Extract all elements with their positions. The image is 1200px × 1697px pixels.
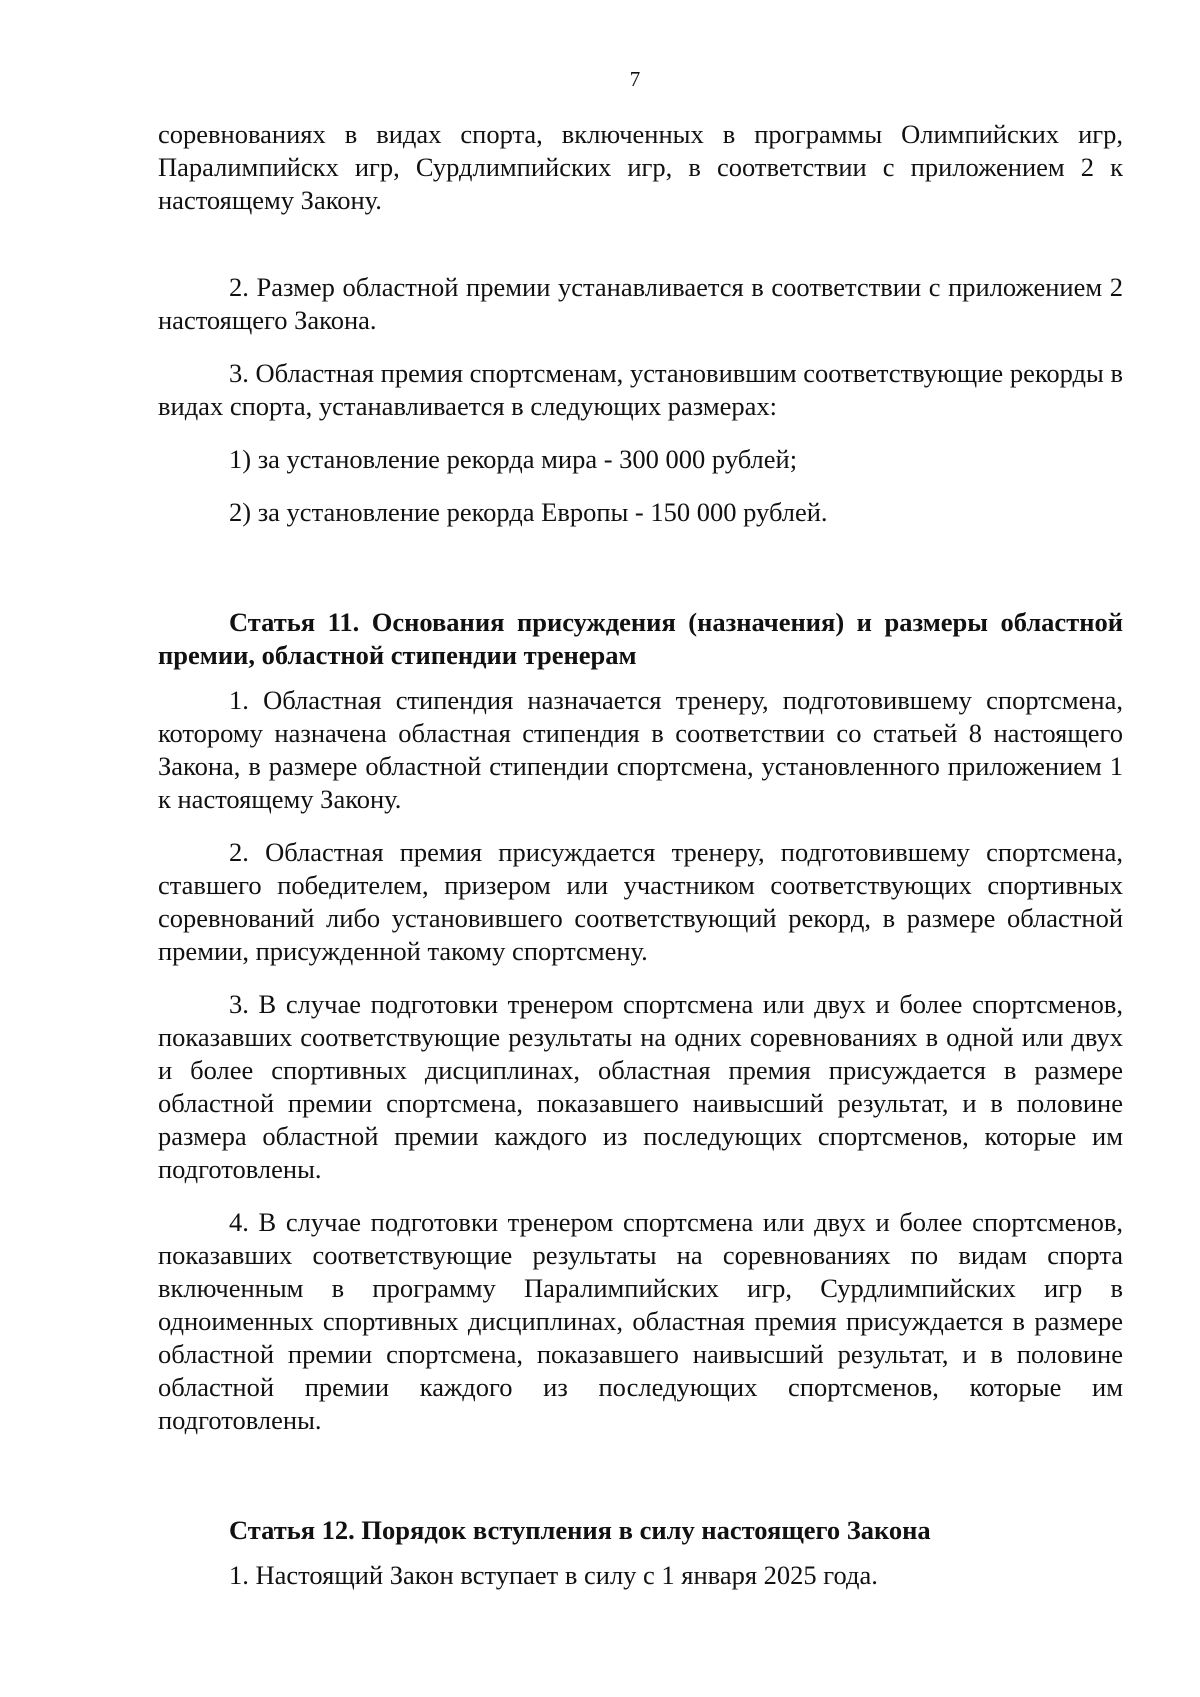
- document-body: [158, 118, 1123, 1592]
- article-11-item-2: 2. Областная премия присуждается тренеру, подготовившему спортсмена, ставшего победителем, призером или участником соответствующих спортивных соревнований либо установившего соответствующий рекорд, в размере областной премии, присужденной такому спортсмену.: [158, 837, 1123, 966]
- paragraph-item-2: 2. Размер областной премии устанавливается в соответствии с приложением 2 настоящего Закона.: [158, 272, 1123, 335]
- paragraph-continuation: соревнованиях в видах спорта, включенных в программы Олимпийских игр, Паралимпийскх игр, Сурдлимпийских игр, в соответствии с приложением 2 к настоящему Закону.: [158, 119, 1123, 215]
- article-11-item-1: 1. Областная стипендия назначается тренеру, подготовившему спортсмена, которому назначена областная стипендия в соответствии со статьей 8 настоящего Закона, в размере областной стипендии спортсмена, установленного приложением 1 к настоящему Закону.: [158, 685, 1123, 814]
- article-11-item-4: 4. В случае подготовки тренером спортсмена или двух и более спортсменов, показавших соответствующие результаты на соревнованиях по видам спорта включенным в программу Паралимпийских игр, Сурдлимпийских игр в одноименных спортивных дисциплинах, областная премия присуждается в размере областной премии спортсмена, показавшего наивысший результат, и в половине областной премии каждого из последующих спортсменов, которые им подготовлены.: [158, 1207, 1123, 1435]
- page-number: 7: [629, 67, 641, 91]
- article-12-item-1: 1. Настоящий Закон вступает в силу с 1 января 2025 года.: [229, 1560, 878, 1590]
- paragraph-item-3: 3. Областная премия спортсменам, установившим соответствующие рекорды в видах спорта, устанавливается в следующих размерах:: [158, 358, 1123, 421]
- article-11-heading: Статья 11. Основания присуждения (назначения) и размеры областной премии, областной стипендии тренерам: [158, 607, 1123, 670]
- article-12-heading: Статья 12. Порядок вступления в силу настоящего Закона: [229, 1515, 931, 1545]
- article-11-item-3: 3. В случае подготовки тренером спортсмена или двух и более спортсменов, показавших соответствующие результаты на одних соревнованиях в одной или двух и более спортивных дисциплинах, областная премия присуждается в размере областной премии спортсмена, показавшего наивысший результат, и в половине размера областной премии каждого из последующих спортсменов, которые им подготовлены.: [158, 989, 1123, 1184]
- list-item-europe-record: 2) за установление рекорда Европы - 150 000 рублей.: [229, 497, 828, 527]
- list-item-world-record: 1) за установление рекорда мира - 300 000 рублей;: [229, 444, 798, 474]
